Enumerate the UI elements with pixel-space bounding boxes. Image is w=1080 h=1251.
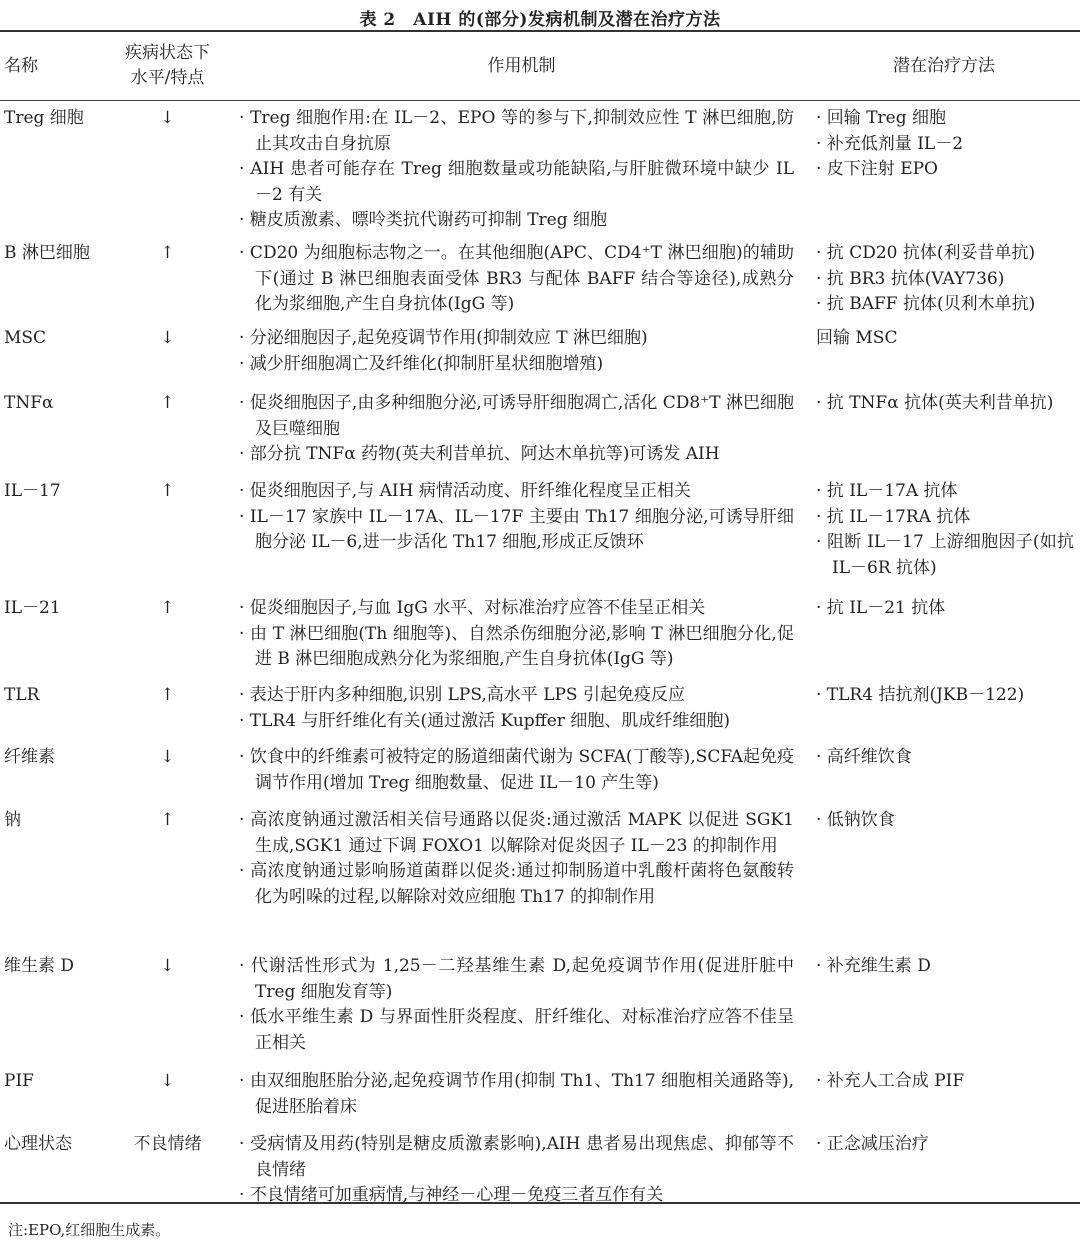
table-row bbox=[0, 474, 1080, 591]
table-row bbox=[0, 321, 1080, 386]
row-therapy bbox=[808, 106, 1080, 236]
therapy-item: · 抗 TNFα 抗体(英夫利昔单抗) bbox=[816, 393, 1054, 413]
mechanism-bullet: · 低水平维生素 D 与界面性肝炎程度、肝纤维化、对标准治疗应答不佳呈正相关 bbox=[239, 1007, 794, 1053]
row-therapy bbox=[808, 1132, 1080, 1202]
row-mechanism bbox=[235, 106, 808, 236]
therapy-item: · 抗 BAFF 抗体(贝利木单抗) bbox=[816, 294, 1036, 314]
mechanism-bullet: · 由 T 淋巴细胞(Th 细胞等)、自然杀伤细胞分泌,影响 T 淋巴细胞分化,促进 B 淋巴细胞成熟分化为浆细胞,产生自身抗体(IgG 等) bbox=[239, 623, 794, 669]
mechanism-bullet: · AIH 患者可能存在 Treg 细胞数量或功能缺陷,与肝脏微环境中缺少 IL－2 有关 bbox=[239, 159, 794, 205]
row-therapy bbox=[808, 808, 1080, 949]
row-state: ↑ bbox=[160, 598, 175, 618]
row-state: 不良情绪 bbox=[133, 1134, 202, 1154]
row-name: B 淋巴细胞 bbox=[4, 243, 90, 263]
table-row bbox=[0, 1127, 1080, 1205]
row-name: 心理状态 bbox=[4, 1134, 72, 1154]
therapy-item: · 抗 IL－17A 抗体 bbox=[816, 481, 958, 501]
table-row bbox=[0, 678, 1080, 740]
row-name: MSC bbox=[4, 328, 47, 348]
row-mechanism bbox=[235, 954, 808, 1064]
row-state: ↓ bbox=[160, 1071, 175, 1091]
mechanism-bullet: · 促炎细胞因子,由多种细胞分泌,可诱导肝细胞凋亡,活化 CD8⁺T 淋巴细胞及巨噬细胞 bbox=[239, 393, 794, 439]
table-row bbox=[0, 101, 1080, 236]
mechanism-bullet: · 促炎细胞因子,与血 IgG 水平、对标准治疗应答不佳呈正相关 bbox=[239, 598, 706, 618]
header-mechanism: 作用机制 bbox=[487, 55, 556, 76]
row-therapy bbox=[808, 596, 1080, 678]
therapy-item: · 低钠饮食 bbox=[816, 810, 895, 830]
therapy-item: · 阻断 IL－17 上游细胞因子(如抗 IL－6R 抗体) bbox=[816, 532, 1074, 578]
row-state: ↑ bbox=[160, 810, 175, 830]
mechanism-bullet: · 高浓度钠通过影响肠道菌群以促炎:通过抑制肠道中乳酸杆菌将色氨酸转化为吲哚的过程,以解除对效应细胞 Th17 的抑制作用 bbox=[239, 861, 794, 907]
header-state-line1: 疾病状态下 bbox=[125, 43, 210, 63]
row-state: ↓ bbox=[160, 328, 175, 348]
row-name: IL－17 bbox=[4, 481, 61, 501]
header-state bbox=[100, 32, 235, 100]
therapy-item: · 补充低剂量 IL－2 bbox=[816, 133, 964, 154]
row-name: Treg 细胞 bbox=[4, 108, 84, 128]
header-therapy: 潜在治疗方法 bbox=[893, 55, 995, 76]
row-name: 钠 bbox=[4, 810, 21, 830]
therapy-item: 回输 MSC bbox=[816, 328, 898, 348]
therapy-item: · 抗 IL－17RA 抗体 bbox=[816, 506, 971, 527]
row-name: IL－21 bbox=[4, 598, 61, 618]
row-therapy bbox=[808, 391, 1080, 474]
row-mechanism bbox=[235, 1069, 808, 1127]
row-mechanism bbox=[235, 596, 808, 678]
therapy-item: · 抗 IL－21 抗体 bbox=[816, 598, 946, 618]
mechanism-bullet: · 受病情及用药(特别是糖皮质激素影响),AIH 患者易出现焦虑、抑郁等不良情绪 bbox=[239, 1134, 794, 1180]
table-row bbox=[0, 949, 1080, 1064]
mechanism-bullet: · 饮食中的纤维素可被特定的肠道细菌代谢为 SCFA(丁酸等),SCFA起免疫调节作用(增加 Treg 细胞数量、促进 IL－10 产生等) bbox=[239, 747, 794, 793]
row-therapy bbox=[808, 479, 1080, 591]
therapy-item: · 正念减压治疗 bbox=[816, 1134, 929, 1154]
row-mechanism bbox=[235, 683, 808, 740]
mechanism-bullet: · 表达于肝内多种细胞,识别 LPS,高水平 LPS 引起免疫反应 bbox=[239, 685, 685, 705]
table-row bbox=[0, 740, 1080, 803]
row-name: TNFα bbox=[4, 393, 54, 413]
row-state: ↑ bbox=[160, 393, 175, 413]
row-therapy bbox=[808, 745, 1080, 803]
therapy-item: · 皮下注射 EPO bbox=[816, 159, 938, 179]
row-state: ↓ bbox=[160, 747, 175, 767]
row-name: 纤维素 bbox=[4, 747, 55, 767]
mechanism-bullet: · CD20 为细胞标志物之一。在其他细胞(APC、CD4⁺T 淋巴细胞)的辅助下(通过 B 淋巴细胞表面受体 BR3 与配体 BAFF 结合等途径),成熟分化为浆细胞,产生自身抗体(IgG 等) bbox=[239, 243, 794, 314]
row-mechanism bbox=[235, 745, 808, 803]
row-therapy bbox=[808, 326, 1080, 386]
header-name: 名称 bbox=[4, 55, 38, 76]
mechanism-bullet: · 糖皮质激素、嘌呤类抗代谢药可抑制 Treg 细胞 bbox=[239, 210, 608, 230]
therapy-item: · TLR4 拮抗剂(JKB－122) bbox=[816, 685, 1025, 705]
therapy-item: · 补充人工合成 PIF bbox=[816, 1071, 965, 1091]
row-mechanism bbox=[235, 241, 808, 321]
row-therapy bbox=[808, 241, 1080, 321]
row-name: PIF bbox=[4, 1071, 34, 1091]
therapy-item: · 高纤维饮食 bbox=[816, 747, 912, 767]
therapy-item: · 补充维生素 D bbox=[816, 956, 931, 976]
table-caption: 表 2 AIH 的(部分)发病机制及潜在治疗方法 bbox=[359, 10, 721, 30]
mechanism-bullet: · 代谢活性形式为 1,25－二羟基维生素 D,起免疫调节作用(促进肝脏中 Treg 细胞发育等) bbox=[239, 956, 794, 1002]
row-therapy bbox=[808, 1069, 1080, 1127]
mechanism-bullet: · 高浓度钠通过激活相关信号通路以促炎:通过激活 MAPK 以促进 SGK1 生成,SGK1 通过下调 FOXO1 以解除对促炎因子 IL－23 的抑制作用 bbox=[239, 810, 794, 856]
row-therapy bbox=[808, 954, 1080, 1064]
table-footnote: 注:EPO,红细胞生成素。 bbox=[8, 1221, 171, 1239]
mechanism-bullet: · TLR4 与肝纤维化有关(通过激活 Kupffer 细胞、肌成纤维细胞) bbox=[239, 710, 730, 731]
mechanism-bullet: · Treg 细胞作用:在 IL－2、EPO 等的参与下,抑制效应性 T 淋巴细胞,防止其攻击自身抗原 bbox=[239, 108, 794, 154]
mechanism-bullet: · IL－17 家族中 IL－17A、IL－17F 主要由 Th17 细胞分泌,可诱导肝细胞分泌 IL－6,进一步活化 Th17 细胞,形成正反馈环 bbox=[239, 506, 794, 552]
row-therapy bbox=[808, 683, 1080, 740]
header-state-line2: 水平/特点 bbox=[130, 68, 205, 88]
table-row bbox=[0, 803, 1080, 949]
row-mechanism bbox=[235, 808, 808, 949]
mechanism-bullet: · 不良情绪可加重病情,与神经－心理－免疫三者互作有关 bbox=[239, 1185, 664, 1205]
row-mechanism bbox=[235, 391, 808, 474]
row-name: TLR bbox=[4, 685, 40, 705]
mechanism-bullet: · 分泌细胞因子,起免疫调节作用(抑制效应 T 淋巴细胞) bbox=[239, 328, 648, 348]
table-row bbox=[0, 386, 1080, 474]
therapy-item: · 抗 CD20 抗体(利妥昔单抗) bbox=[816, 243, 1036, 263]
row-state: ↑ bbox=[160, 481, 175, 501]
row-mechanism bbox=[235, 479, 808, 591]
table-row bbox=[0, 1064, 1080, 1127]
row-state: ↓ bbox=[160, 108, 175, 128]
therapy-item: · 抗 BR3 抗体(VAY736) bbox=[816, 268, 1005, 289]
table-row bbox=[0, 591, 1080, 678]
row-state: ↓ bbox=[160, 956, 175, 976]
therapy-item: · 回输 Treg 细胞 bbox=[816, 108, 947, 128]
mechanism-bullet: · 减少肝细胞凋亡及纤维化(抑制肝星状细胞增殖) bbox=[239, 353, 604, 374]
table-body bbox=[0, 101, 1080, 1205]
table-row bbox=[0, 236, 1080, 321]
row-name: 维生素 D bbox=[4, 956, 75, 976]
mechanism-bullet: · 由双细胞胚胎分泌,起免疫调节作用(抑制 Th1、Th17 细胞相关通路等),促进胚胎着床 bbox=[239, 1071, 794, 1117]
mechanism-bullet: · 促炎细胞因子,与 AIH 病情活动度、肝纤维化程度呈正相关 bbox=[239, 481, 691, 501]
row-state: ↑ bbox=[160, 243, 175, 263]
row-state: ↑ bbox=[160, 685, 175, 705]
mechanism-bullet: · 部分抗 TNFα 药物(英夫利昔单抗、阿达木单抗等)可诱发 AIH bbox=[239, 444, 720, 464]
row-mechanism bbox=[235, 1132, 808, 1205]
mechanism-table bbox=[0, 30, 1080, 1204]
table-header bbox=[0, 32, 1080, 101]
row-mechanism bbox=[235, 326, 808, 386]
